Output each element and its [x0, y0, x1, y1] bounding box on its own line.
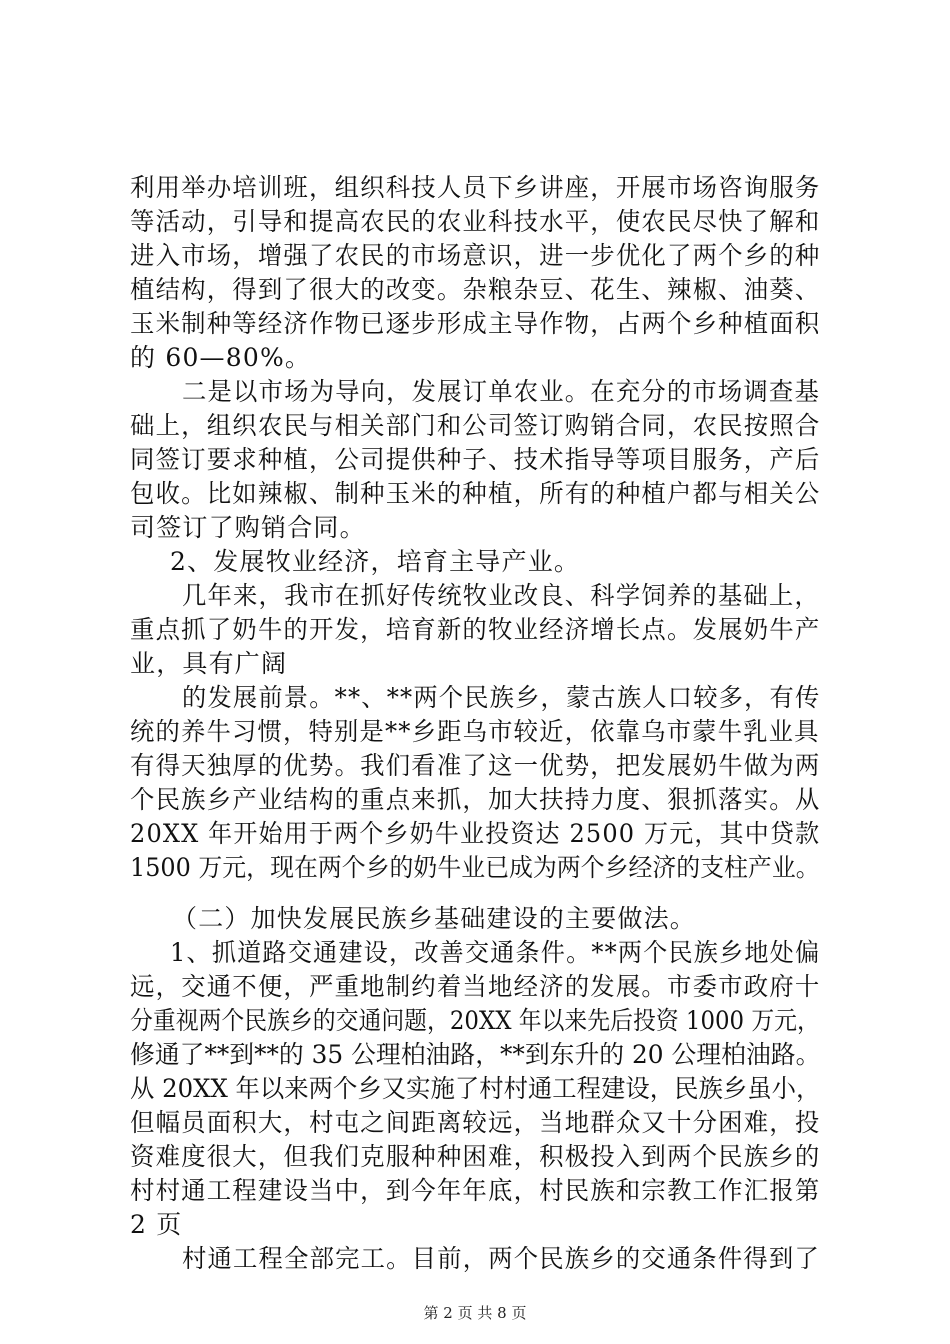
text-line: 远，交通不便，严重地制约着当地经济的发展。市委市政府十: [130, 972, 821, 1001]
text-line: 重点抓了奶牛的开发，培育新的牧业经济增长点。发展奶牛产: [130, 615, 821, 644]
text-line: 包收。比如辣椒、制种玉米的种植，所有的种植户都与相关公: [130, 479, 821, 508]
text-line: 2 页: [130, 1210, 183, 1239]
text-line: 进入市场，增强了农民的市场意识，进一步优化了两个乡的种: [130, 241, 821, 270]
text-line: 村村通工程建设当中，到今年年底，村民族和宗教工作汇报第: [130, 1176, 821, 1205]
text-line: 利用举办培训班，组织科技人员下乡讲座，开展市场咨询服务: [130, 173, 821, 202]
text-line: 二是以市场为导向，发展订单农业。在充分的市场调查基: [182, 377, 820, 406]
text-line: 有得天独厚的优势。我们看准了这一优势，把发展奶牛做为两: [130, 751, 821, 780]
text-line: 统的养牛习惯，特别是**乡距乌市较近，依靠乌市蒙牛乳业具: [130, 717, 820, 746]
text-line: 的发展前景。**、**两个民族乡，蒙古族人口较多，有传: [182, 683, 821, 712]
text-line: 的 60—80%。: [130, 343, 312, 372]
text-line: 1500 万元，现在两个乡的奶牛业已成为两个乡经济的支柱产业。: [130, 853, 820, 882]
text-line: 村通工程全部完工。目前，两个民族乡的交通条件得到了: [182, 1244, 820, 1273]
section-heading: 2、发展牧业经济，培育主导产业。: [170, 547, 581, 576]
text-line: 础上，组织农民与相关部门和公司签订购销合同，农民按照合: [130, 411, 821, 440]
text-line: 植结构，得到了很大的改变。杂粮杂豆、花生、辣椒、油葵、: [130, 275, 821, 304]
text-line: 个民族乡产业结构的重点来抓，加大扶持力度、狠抓落实。从: [130, 785, 821, 814]
text-line: 同签订要求种植，公司提供种子、技术指导等项目服务，产后: [130, 445, 821, 474]
text-line: 20XX 年开始用于两个乡奶牛业投资达 2500 万元，其中贷款: [130, 819, 821, 848]
text-line: 分重视两个民族乡的交通问题，20XX 年以来先后投资 1000 万元，: [130, 1006, 820, 1035]
text-line: 几年来，我市在抓好传统牧业改良、科学饲养的基础上，: [182, 581, 820, 610]
text-line: 修通了**到**的 35 公理柏油路，**到东升的 20 公理柏油路。: [130, 1040, 821, 1069]
text-line: 1、抓道路交通建设，改善交通条件。**两个民族乡地处偏: [170, 938, 821, 967]
text-line: 资难度很大，但我们克服种种困难，积极投入到两个民族乡的: [130, 1142, 821, 1171]
text-line: 司签订了购销合同。: [130, 513, 366, 542]
section-heading: （二）加快发展民族乡基础建设的主要做法。: [172, 904, 697, 933]
text-line: 业，具有广阔: [130, 649, 288, 678]
page-footer: 第 2 页 共 8 页: [423, 1304, 527, 1322]
text-line: 从 20XX 年以来两个乡又实施了村村通工程建设，民族乡虽小，: [130, 1074, 821, 1103]
text-line: 等活动，引导和提高农民的农业科技水平，使农民尽快了解和: [130, 207, 821, 236]
text-line: 玉米制种等经济作物已逐步形成主导作物，占两个乡种植面积: [130, 309, 821, 338]
text-line: 但幅员面积大，村屯之间距离较远，当地群众又十分困难，投: [130, 1108, 821, 1137]
